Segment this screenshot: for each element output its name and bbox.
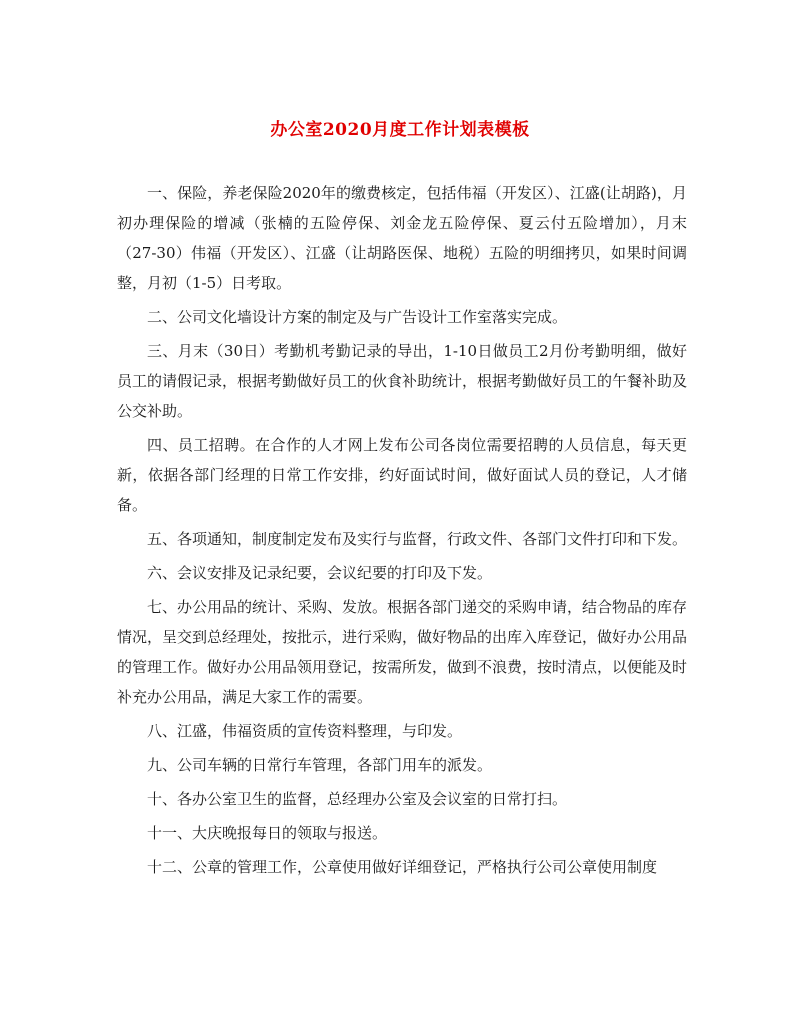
document-title: 办公室2020月度工作计划表模板 [270,120,530,140]
paragraph-9: 九、公司车辆的日常行车管理，各部门用车的派发。 [147,756,493,774]
paragraph-8: 八、江盛，伟福资质的宣传资料整理，与印发。 [147,722,463,740]
paragraph-4: 四、员工招聘。在合作的人才网上发布公司各岗位需要招聘的人员信息，每天更新，依据各部门经理的日常工作安排，约好面试时间，做好面试人员的登记，人才储备。 [117,436,687,514]
paragraph-7: 七、办公用品的统计、采购、发放。根据各部门递交的采购申请，结合物品的库存情况，呈交到总经理处，按批示，进行采购，做好物品的出库入库登记，做好办公用品的管理工作。做好办公用品领用登记，按需所发，做到不浪费，按时清点，以便能及时补充办公用品，满足大家工作的需要。 [117,598,688,706]
paragraph-6: 六、会议安排及记录纪要，会议纪要的打印及下发。 [147,564,493,582]
document-body [117,178,687,886]
paragraph-2: 二、公司文化墙设计方案的制定及与广告设计工作室落实完成。 [147,308,568,326]
paragraph-5: 五、各项通知，制度制定发布及实行与监督，行政文件、各部门文件打印和下发。 [147,530,688,548]
paragraph-11: 十一、大庆晚报每日的领取与报送。 [147,824,388,842]
paragraph-12: 十二、公章的管理工作，公章使用做好详细登记，严格执行公司公章使用制度 [147,858,658,876]
paragraph-10: 十、各办公室卫生的监督，总经理办公室及会议室的日常打扫。 [147,790,568,808]
paragraph-3: 三、月末（30日）考勤机考勤记录的导出，1-10日做员工2月份考勤明细，做好员工的请假记录，根据考勤做好员工的伙食补助统计，根据考勤做好员工的午餐补助及公交补助。 [117,342,688,420]
paragraph-1: 一、保险，养老保险2020年的缴费核定，包括伟福（开发区）、江盛(让胡路)，月初办理保险的增减（张楠的五险停保、刘金龙五险停保、夏云付五险增加），月末（27-30）伟福（开发区）、江盛（让胡路医保、地税）五险的明细拷贝，如果时间调整，月初（1-5）日考取。 [117,184,687,292]
